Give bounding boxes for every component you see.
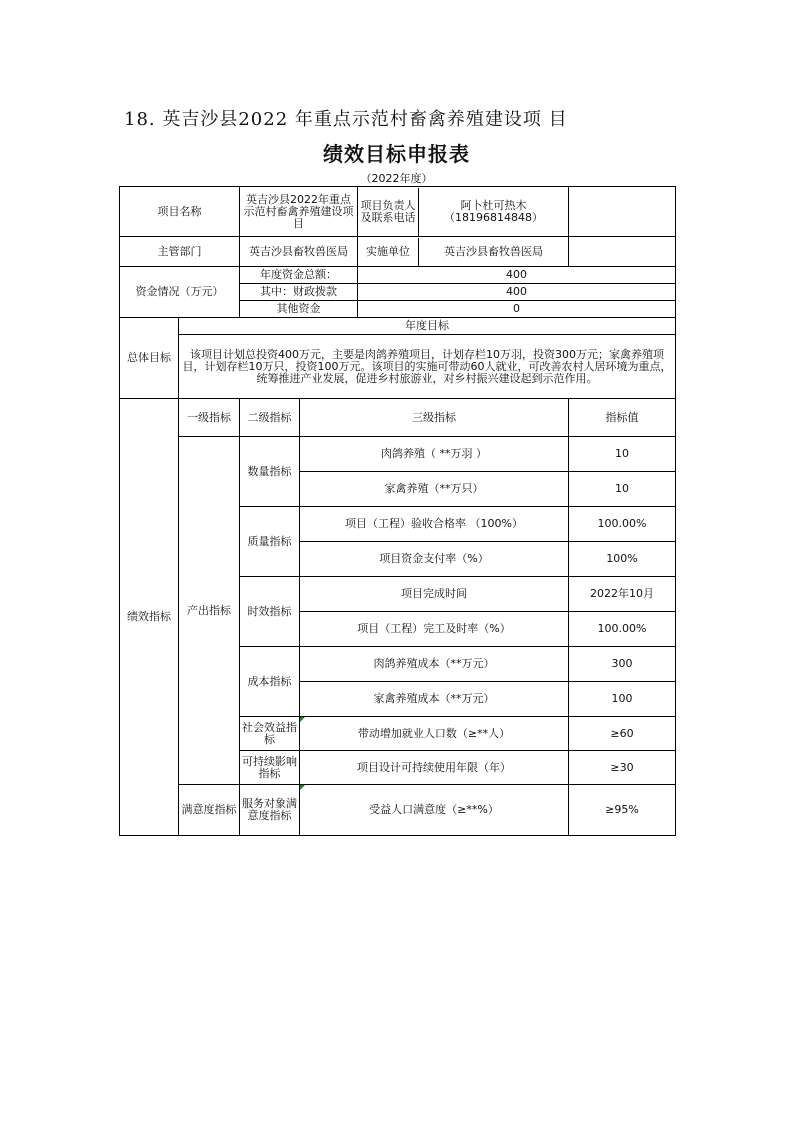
satisfaction-indicator-label: 满意度指标 (179, 785, 240, 836)
indicator-value: 100% (569, 542, 676, 577)
funds-row-total (120, 267, 676, 284)
indicator-name: 项目（工程）验收合格率 （100%） (300, 507, 569, 542)
document-heading: 18. 英吉沙县2022 年重点示范村畜禽养殖建设项 目 (124, 109, 568, 130)
funds-total-label: 年度资金总额： (240, 267, 358, 284)
form-year: （2022年度） (360, 172, 433, 185)
project-name-row (120, 187, 676, 237)
indicator-label: 绩效指标 (120, 399, 179, 836)
indicator-name: 项目资金支付率（%） (300, 542, 569, 577)
department-row (120, 237, 676, 267)
funds-total-value: 400 (358, 267, 676, 284)
goal-text: 该项目计划总投资400万元，主要是肉鸽养殖项目，计划存栏10万羽，投资300万元；家禽养殖项目，计划存栏10万只，投资100万元。该项目的实施可带动60人就业，可改善农村人居环境为重点，统筹推进产业发展，促进乡村旅游业，对乡村振兴建设起到示范作用。 (179, 335, 676, 399)
indicator-value: 2022年10月 (569, 577, 676, 612)
output-indicator-label: 产出指标 (179, 437, 240, 785)
group-cost: 成本指标 (240, 647, 300, 717)
project-contact-label: 项目负责人及联系电话 (358, 188, 419, 236)
indicator-name: 受益人口满意度（≥**%） (300, 785, 569, 836)
dept-value: 英吉沙县畜牧兽医局 (240, 237, 358, 267)
col-level1: 一级指标 (179, 399, 240, 437)
group-quality: 质量指标 (240, 507, 300, 577)
indicator-name: 项目设计可持续使用年限（年） (300, 751, 569, 785)
funds-other-value: 0 (358, 301, 676, 318)
group-sustainable: 可持续影响指标 (240, 751, 300, 785)
form-title: 绩效目标申报表 (323, 142, 470, 166)
col-level2: 二级指标 (240, 399, 300, 437)
group-timeliness: 时效指标 (240, 577, 300, 647)
indicator-value: 10 (569, 472, 676, 507)
funds-other-label: 其他资金 (240, 301, 358, 318)
goal-header: 年度目标 (179, 318, 676, 335)
indicator-value: 100.00% (569, 507, 676, 542)
indicator-name: 肉鸽养殖（ **万羽 ） (300, 437, 569, 472)
indicator-value: ≥60 (569, 717, 676, 751)
impl-value: 英吉沙县畜牧兽医局 (444, 244, 543, 258)
indicator-value: 10 (569, 437, 676, 472)
project-contact-value: 阿卜杜可热木（18196814848） (444, 198, 543, 224)
indicator-value: 100.00% (569, 612, 676, 647)
funds-label: 资金情况（万元） (120, 267, 240, 318)
goal-label: 总体目标 (120, 318, 179, 399)
project-name-label: 项目名称 (120, 187, 240, 237)
indicator-name: 带动增加就业人口数（≥**人） (300, 717, 569, 751)
indicator-name: 项目完成时间 (300, 577, 569, 612)
impl-label: 实施单位 (358, 238, 419, 266)
indicator-name: 家禽养殖（**万只） (300, 472, 569, 507)
group-social: 社会效益指标 (240, 717, 300, 751)
funds-fiscal-label: 其中：财政拨款 (240, 284, 358, 301)
group-quantity: 数量指标 (240, 437, 300, 507)
goal-text-row (120, 335, 676, 399)
performance-target-table (119, 186, 676, 836)
indicator-row (120, 785, 676, 836)
indicator-value: ≥30 (569, 751, 676, 785)
funds-fiscal-value: 400 (358, 284, 676, 301)
project-name-value: 英吉沙县2022年重点示范村畜禽养殖建设项目 (240, 187, 358, 237)
col-value: 指标值 (569, 399, 676, 437)
group-satisfaction: 服务对象满意度指标 (240, 785, 300, 836)
indicator-name: 家禽养殖成本（**万元） (300, 682, 569, 717)
indicator-header-row (120, 399, 676, 437)
indicator-value: 300 (569, 647, 676, 682)
goal-header-row (120, 318, 676, 335)
indicator-row (120, 437, 676, 472)
dept-label: 主管部门 (120, 237, 240, 267)
indicator-name: 肉鸽养殖成本（**万元） (300, 647, 569, 682)
indicator-value: 100 (569, 682, 676, 717)
indicator-value: ≥95% (569, 785, 676, 836)
indicator-name: 项目（工程）完工及时率（%） (300, 612, 569, 647)
col-level3: 三级指标 (300, 399, 569, 437)
